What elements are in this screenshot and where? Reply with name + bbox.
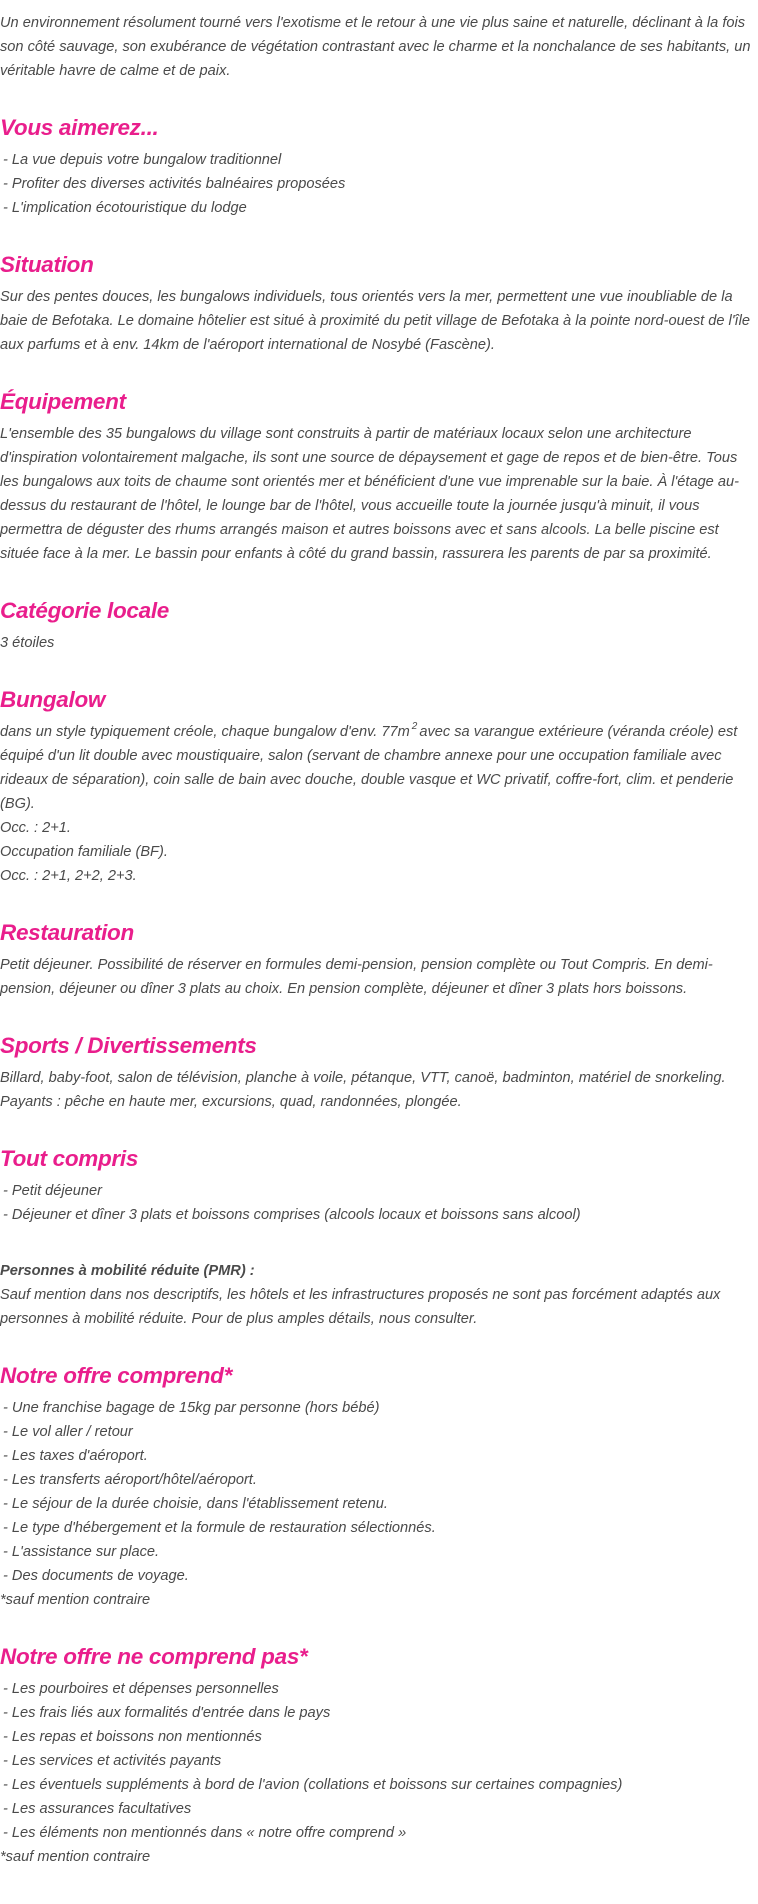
- offre-ne-comprend-pas-note: *sauf mention contraire: [0, 1849, 151, 1865]
- bungalow-occupancy: Occ. : 2+1.: [0, 820, 71, 836]
- section-title-bungalow: Bungalow: [0, 687, 106, 712]
- tout-compris-list: [0, 1179, 758, 1227]
- list-item: - Les transferts aéroport/hôtel/aéroport.: [0, 1468, 758, 1492]
- bungalow-text: [0, 720, 758, 816]
- section-bungalow: [0, 686, 758, 888]
- section-vous-aimerez: [0, 114, 758, 220]
- list-item: - Le séjour de la durée choisie, dans l'établissement retenu.: [0, 1492, 758, 1516]
- vous-aimerez-list: [0, 148, 758, 220]
- situation-text: Sur des pentes douces, les bungalows individuels, tous orientés vers la mer, permettent une vue inoubliable de la baie de Befotaka. Le domaine hôtelier est situé à proximité du petit village de Befotaka à la pointe nord-ouest de l'île aux parfums et à env. 14km de l'aéroport international de Nosybé (Fascène).: [0, 289, 750, 353]
- section-offre-ne-comprend-pas: [0, 1643, 758, 1869]
- equipement-text: L'ensemble des 35 bungalows du village sont construits à partir de matériaux locaux selon une architecture d'inspiration volontairement malgache, ils sont une source de dépaysement et gage de repos et de bien-être. Tous les bungalows aux toits de chaume sont orientés mer et bénéficient d'une vue imprenable sur la baie. À l'étage au-dessus du restaurant de l'hôtel, le lounge bar de l'hôtel, vous accueille toute la journée jusqu'à minuit, il vous permettra de déguster des rhums arrangés maison et autres boissons avec et sans alcools. La belle piscine est située face à la mer. Le bassin pour enfants à côté du grand bassin, rassurera les parents de par sa proximité.: [0, 426, 739, 562]
- pmr-text: Sauf mention dans nos descriptifs, les hôtels et les infrastructures proposés ne sont pas forcément adaptés aux personnes à mobilité réduite. Pour de plus amples détails, nous consulter.: [0, 1287, 721, 1327]
- section-pmr: [0, 1259, 758, 1331]
- offre-comprend-list: [0, 1396, 758, 1588]
- section-title-vous-aimerez: Vous aimerez...: [0, 115, 159, 140]
- list-item: - Déjeuner et dîner 3 plats et boissons comprises (alcools locaux et boissons sans alcool): [0, 1203, 758, 1227]
- section-title-restauration: Restauration: [0, 920, 134, 945]
- list-item: - Une franchise bagage de 15kg par personne (hors bébé): [0, 1396, 758, 1420]
- section-title-situation: Situation: [0, 252, 94, 277]
- pmr-title: Personnes à mobilité réduite (PMR) :: [0, 1263, 255, 1279]
- list-item: - Les repas et boissons non mentionnés: [0, 1725, 758, 1749]
- section-categorie: [0, 597, 758, 655]
- section-tout-compris: [0, 1145, 758, 1227]
- section-restauration: [0, 919, 758, 1001]
- bungalow-family: Occupation familiale (BF).: [0, 844, 168, 860]
- bungalow-superscript: 2: [411, 721, 418, 732]
- section-offre-comprend: [0, 1362, 758, 1612]
- categorie-text: 3 étoiles: [0, 635, 55, 651]
- list-item: - Les éventuels suppléments à bord de l'avion (collations et boissons sur certaines compagnies): [0, 1773, 758, 1797]
- offre-ne-comprend-pas-list: [0, 1677, 758, 1845]
- list-item: - Profiter des diverses activités balnéaires proposées: [0, 172, 758, 196]
- list-item: - L'implication écotouristique du lodge: [0, 196, 758, 220]
- list-item: - Le vol aller / retour: [0, 1420, 758, 1444]
- section-title-offre-ne-comprend-pas: Notre offre ne comprend pas*: [0, 1644, 308, 1669]
- bungalow-text-before: dans un style typiquement créole, chaque bungalow d'env. 77m: [0, 724, 410, 740]
- list-item: - Le type d'hébergement et la formule de restauration sélectionnés.: [0, 1516, 758, 1540]
- section-title-offre-comprend: Notre offre comprend*: [0, 1363, 233, 1388]
- offre-comprend-note: *sauf mention contraire: [0, 1592, 151, 1608]
- sports-paid: Payants : pêche en haute mer, excursions, quad, randonnées, plongée.: [0, 1094, 462, 1110]
- intro-text: Un environnement résolument tourné vers l'exotisme et le retour à une vie plus saine et naturelle, déclinant à la fois son côté sauvage, son exubérance de végétation contrastant avec le charme et la nonchalance de ses habitants, un véritable havre de calme et de paix.: [0, 15, 751, 79]
- list-item: - Les éléments non mentionnés dans « notre offre comprend »: [0, 1821, 758, 1845]
- list-item: - Des documents de voyage.: [0, 1564, 758, 1588]
- section-situation: [0, 251, 758, 357]
- list-item: - Les frais liés aux formalités d'entrée dans le pays: [0, 1701, 758, 1725]
- bungalow-family-occupancy: Occ. : 2+1, 2+2, 2+3.: [0, 868, 137, 884]
- bungalow-text-after: avec sa varangue extérieure (véranda créole) est équipé d'un lit double avec moustiquaire, salon (servant de chambre annexe pour une occupation familiale avec rideaux de séparation), coin salle de bain avec douche, double vasque et WC privatif, coffre-fort, clim. et penderie (BG).: [0, 724, 738, 812]
- restauration-text: Petit déjeuner. Possibilité de réserver en formules demi-pension, pension complète ou Tout Compris. En demi-pension, déjeuner ou dîner 3 plats au choix. En pension complète, déjeuner et dîner 3 plats hors boissons.: [0, 957, 713, 997]
- list-item: - La vue depuis votre bungalow traditionnel: [0, 148, 758, 172]
- section-title-tout-compris: Tout compris: [0, 1146, 139, 1171]
- list-item: - Petit déjeuner: [0, 1179, 758, 1203]
- section-sports: [0, 1032, 758, 1114]
- hotel-description: [0, 11, 758, 1869]
- sports-free: Billard, baby-foot, salon de télévision, planche à voile, pétanque, VTT, canoë, badminton, matériel de snorkeling.: [0, 1070, 726, 1086]
- list-item: - Les assurances facultatives: [0, 1797, 758, 1821]
- list-item: - Les pourboires et dépenses personnelles: [0, 1677, 758, 1701]
- list-item: - Les services et activités payants: [0, 1749, 758, 1773]
- section-title-categorie: Catégorie locale: [0, 598, 170, 623]
- list-item: - Les taxes d'aéroport.: [0, 1444, 758, 1468]
- section-equipement: [0, 388, 758, 566]
- section-title-equipement: Équipement: [0, 389, 126, 414]
- section-title-sports: Sports / Divertissements: [0, 1033, 257, 1058]
- list-item: - L'assistance sur place.: [0, 1540, 758, 1564]
